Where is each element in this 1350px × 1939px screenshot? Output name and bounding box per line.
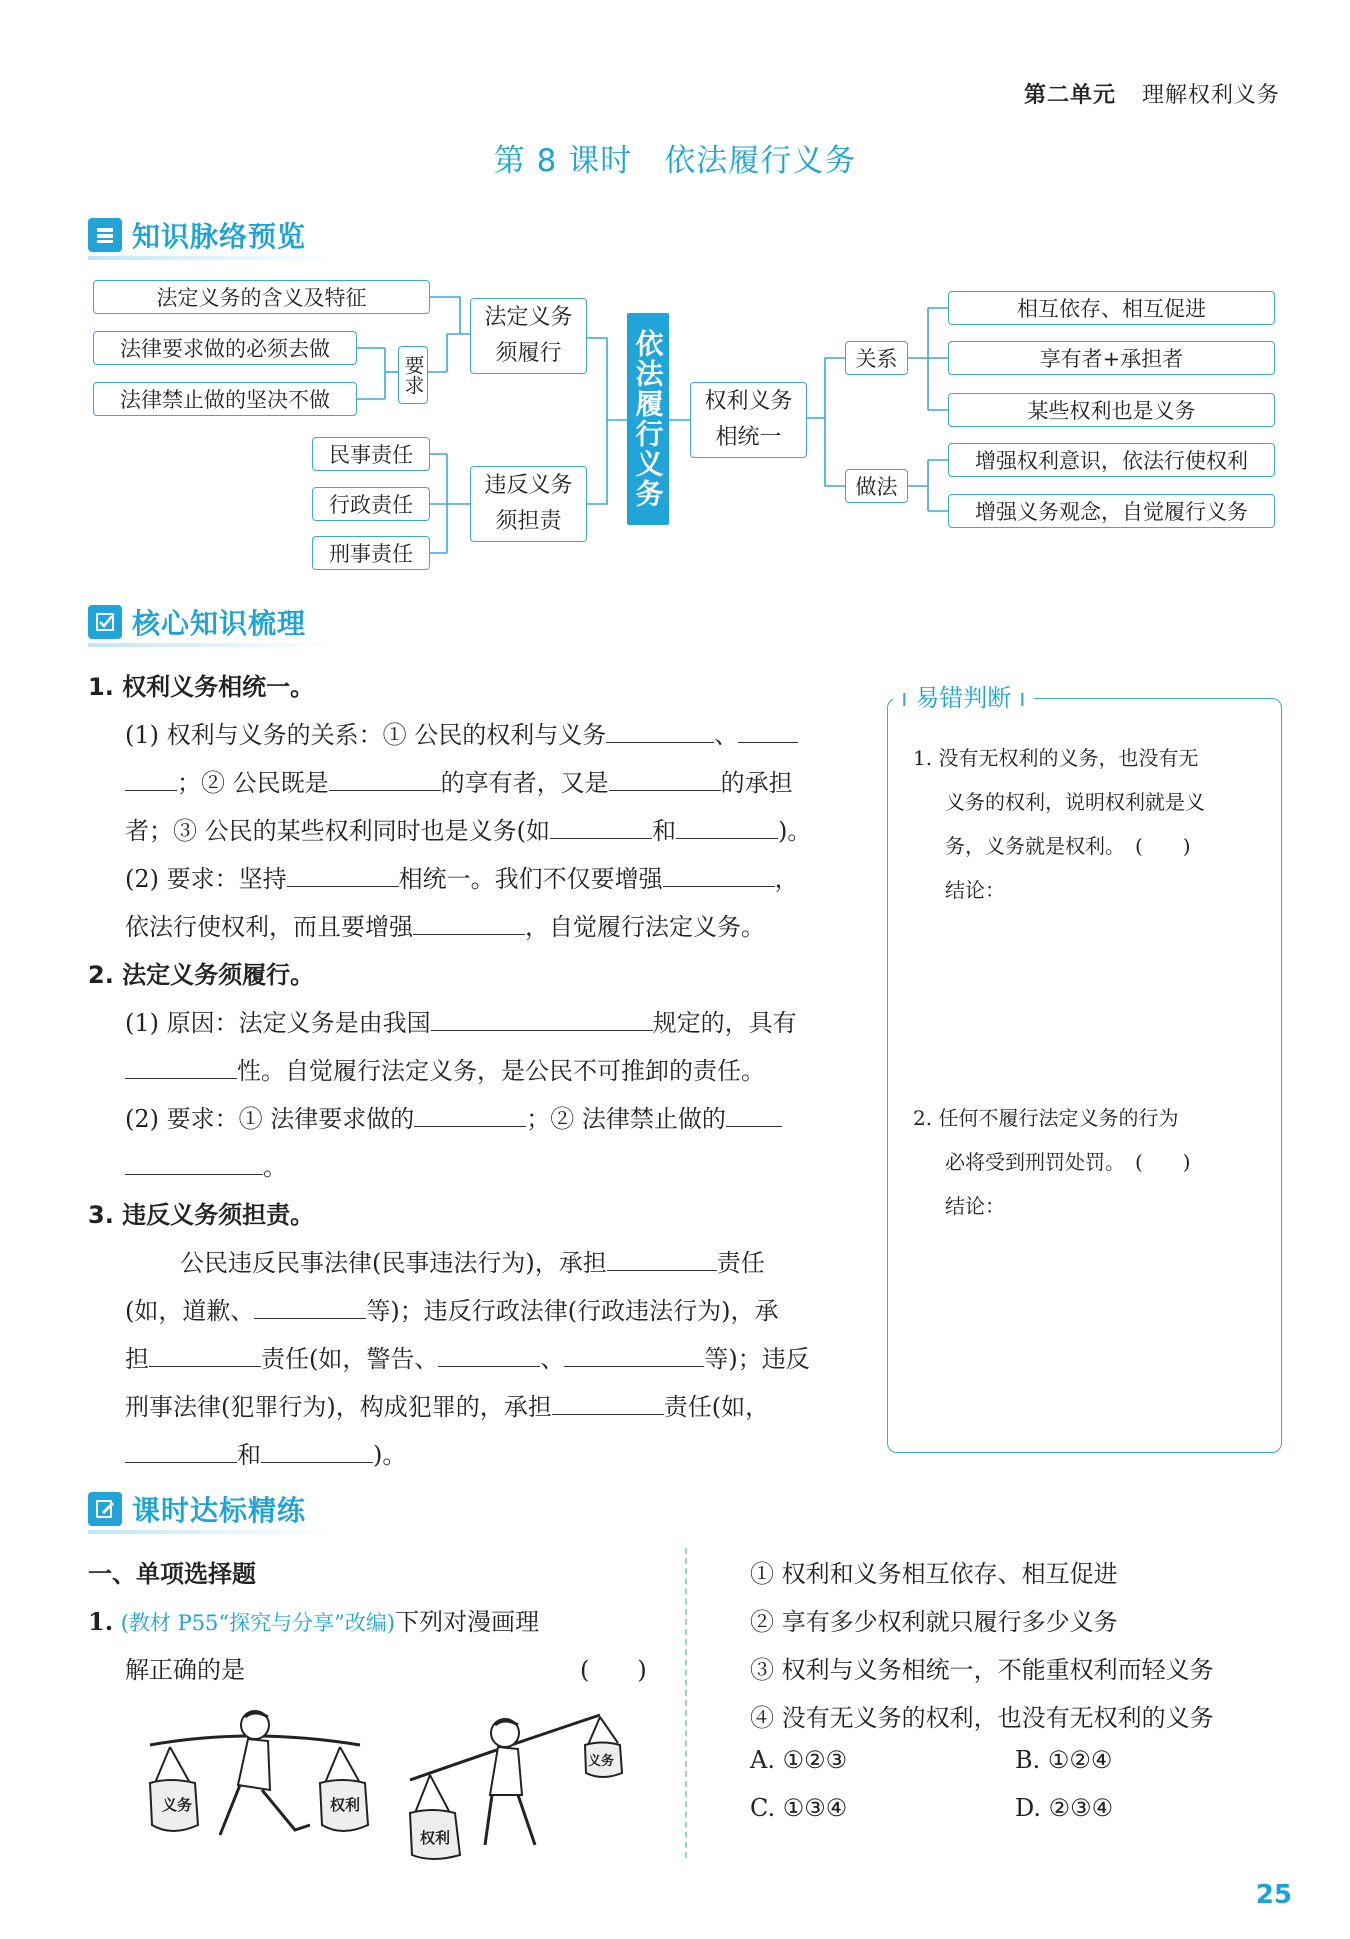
core-p1-title: 1. 权利义务相统一。 [88, 673, 315, 701]
core-p1-line3: 者；③ 公民的某些权利同时也是义务(如 和 )。 [125, 811, 811, 846]
map-node-unity: 权利义务 相统一 [690, 382, 807, 458]
map-center-text: 依法履行义务 [631, 329, 665, 509]
map-center-node [627, 313, 669, 525]
map-node-fulfill: 法定义务 须履行 [470, 298, 587, 374]
cartoon-illustration [130, 1695, 650, 1860]
judge-q2-line1: 2. 任何不履行法定义务的行为 [913, 1106, 1179, 1130]
section-core-label: 核心知识梳理 [132, 607, 307, 640]
lesson-title: 第 8 课时 依法履行义务 [493, 143, 857, 179]
practice-type-title: 一、单项选择题 [88, 1560, 256, 1588]
core-p2-line3: (2) 要求：① 法律要求做的 ；② 法律禁止做的 [125, 1099, 782, 1134]
map-item-duty-meaning: 法定义务的含义及特征 [93, 280, 430, 314]
page-number: 25 [1255, 1880, 1292, 1910]
section-practice-heading [88, 1490, 306, 1528]
core-p3-line4: 刑事法律(犯罪行为)，构成犯罪的，承担 责任(如， [125, 1387, 769, 1422]
core-p2-line1: (1) 原因：法定义务是由我国 规定的，具有 [125, 1003, 797, 1038]
choice-a: A. ①②③ [750, 1746, 848, 1774]
core-p3-line2: (如，道歉、 等)；违反行政法律(行政违法行为)，承 [125, 1291, 778, 1326]
map-item-criminal-liability: 刑事责任 [312, 536, 430, 570]
practice-q1-line2: 解正确的是 [125, 1656, 245, 1684]
map-relation-item-3: 某些权利也是义务 [948, 393, 1275, 427]
choice-d: D. ②③④ [1015, 1794, 1114, 1822]
choice-b: B. ①②④ [1015, 1746, 1113, 1774]
section-core-heading [88, 603, 306, 641]
core-p1-line5: 依法行使权利，而且要增强 ，自觉履行法定义务。 [125, 907, 765, 942]
cartoon-label-yiwu-right: 义务 [588, 1754, 615, 1769]
option-3: ③ 权利与义务相统一，不能重权利而轻义务 [750, 1656, 1214, 1684]
map-method-item-2: 增强义务观念，自觉履行义务 [948, 494, 1275, 528]
judge-q1-line2: 义务的权利，说明权利就是义 [945, 790, 1205, 814]
map-relation-item-1: 相互依存、相互促进 [948, 291, 1275, 325]
cartoon-label-quanli-left: 权利 [330, 1796, 361, 1814]
core-p3-title: 3. 违反义务须担责。 [88, 1201, 315, 1229]
judge-q1-conclusion: 结论： [945, 878, 1005, 902]
practice-q1-answer-paren: ( ) [580, 1656, 647, 1684]
judge-q2-conclusion: 结论： [945, 1194, 1005, 1218]
error-judgment-title: ı 易错判断 ı [893, 678, 1034, 713]
core-p2-line4: 。 [125, 1147, 287, 1182]
practice-q1-line1: 1. (教材 P55“探究与分享”改编)下列对漫画理 [88, 1607, 540, 1636]
map-node-violate: 违反义务 须担责 [470, 466, 587, 542]
map-item-civil-liability: 民事责任 [312, 437, 430, 471]
map-item-admin-liability: 行政责任 [312, 487, 430, 521]
judge-q1-line3: 务，义务就是权利。 ( ) [945, 834, 1191, 858]
cartoon-label-quanli-right: 权利 [420, 1829, 451, 1847]
map-method-item-1: 增强权利意识，依法行使权利 [948, 443, 1275, 477]
unit-label: 第二单元 [1023, 83, 1116, 108]
core-p3-line3: 担 责任(如，警告、 、 等)；违反 [125, 1339, 810, 1374]
core-p2-line2: 性。自觉履行法定义务，是公民不可推卸的责任。 [125, 1051, 765, 1086]
section-preview-label: 知识脉络预览 [132, 220, 307, 253]
cartoon-label-yiwu-left: 义务 [162, 1796, 193, 1814]
option-2: ② 享有多少权利就只履行多少义务 [750, 1608, 1118, 1636]
map-require-label: 要求 [398, 346, 428, 404]
judge-q1-line1: 1. 没有无权利的义务，也没有无 [913, 746, 1199, 770]
judge-q2-line2: 必将受到刑罚处罚。 ( ) [945, 1150, 1191, 1174]
choice-c: C. ①③④ [750, 1794, 848, 1822]
option-1: ① 权利和义务相互依存、相互促进 [750, 1560, 1118, 1588]
core-p1-line1: (1) 权利与义务的关系：① 公民的权利与义务 、 [125, 715, 798, 750]
pencil-note-icon [88, 1492, 122, 1526]
core-p1-line4: (2) 要求：坚持 相统一。我们不仅要增强 ， [125, 859, 799, 894]
section-practice-label: 课时达标精练 [132, 1494, 307, 1527]
unit-title: 理解权利义务 [1141, 83, 1280, 108]
core-p1-line2: ；② 公民既是 的享有者，又是 的承担 [125, 763, 793, 798]
option-4: ④ 没有无义务的权利，也没有无权利的义务 [750, 1704, 1214, 1732]
map-relation-item-2: 享有者+承担者 [948, 341, 1275, 375]
map-relation-label: 关系 [845, 341, 908, 375]
column-divider [685, 1548, 687, 1858]
checkmark-icon [88, 605, 122, 639]
map-item-must-do: 法律要求做的必须去做 [93, 331, 357, 365]
core-p3-line1: 公民违反民事法律(民事违法行为)，承担 责任 [180, 1243, 765, 1278]
core-p3-line5: 和 )。 [125, 1435, 406, 1470]
map-item-must-not-do: 法律禁止做的坚决不做 [93, 382, 357, 416]
map-method-label: 做法 [845, 469, 908, 503]
core-p2-title: 2. 法定义务须履行。 [88, 961, 315, 989]
